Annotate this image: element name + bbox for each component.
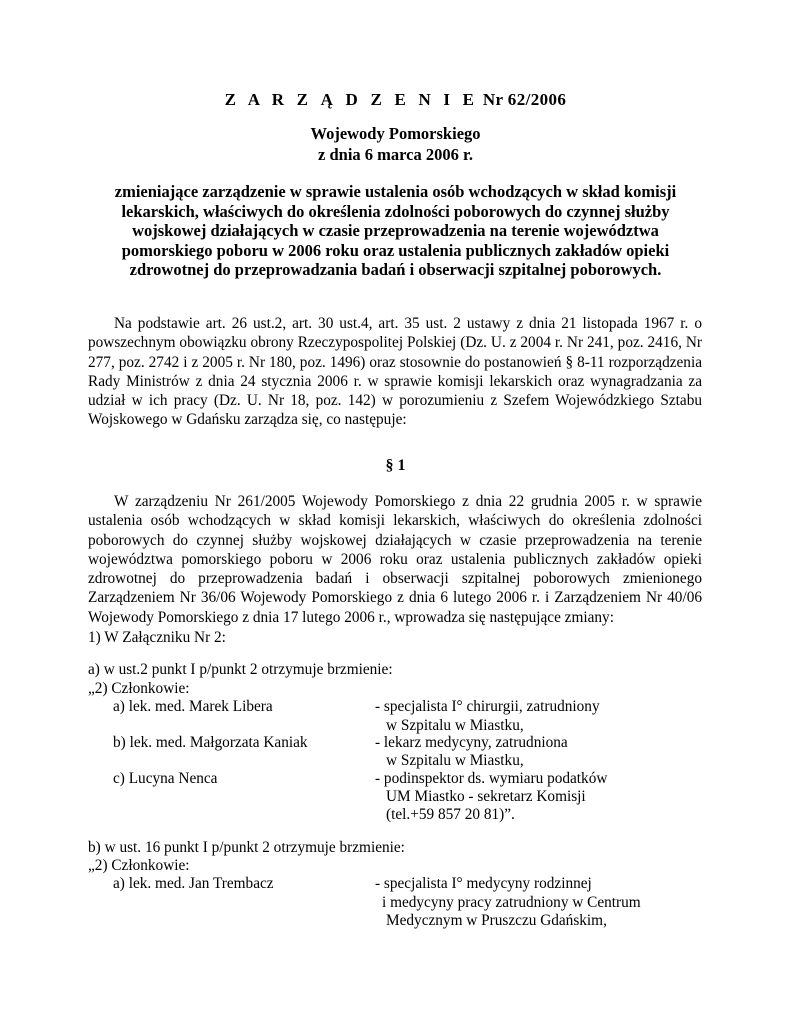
section-text: W zarządzeniu Nr 261/2005 Wojewody Pomorskiego z dnia 22 grudnia 2005 r. w sprawie ustalenia osób wchodzących w skład komisji lekarskich, właściwych do określenia zdolności poborowych do czynnej służby wojskowej działających w czasie przeprowadzenia na terenie województwa pomorskiego poboru w 2006 roku oraz ustalenia publicznych zakładów opieki zdrowotnej do przeprowadzenia badań i obserwacji szpitalnej poborowych zmienionego Zarządzeniem Nr 36/06 Wojewody Pomorskiego z dnia 6 lutego 2006 r. i Zarządzeniem Nr 40/06 Wojewody Pomorskiego z dnia 17 lutego 2006 r., wprowadza się następujące zmiany: [88, 493, 702, 626]
document-title [0, 90, 791, 110]
preamble [88, 314, 702, 430]
member-desc: - podinspektor ds. wymiaru podatków [375, 770, 608, 787]
member-desc: UM Miastko - sekretarz Komisji [386, 788, 586, 805]
member-desc: w Szpitalu w Miastku, [386, 752, 524, 769]
member-name: b) lek. med. Małgorzata Kaniak [113, 734, 308, 751]
member-desc: - lekarz medycyny, zatrudniona [375, 734, 568, 751]
member-desc: (tel.+59 857 20 81)”. [386, 806, 515, 823]
member-desc: w Szpitalu w Miastku, [386, 717, 524, 734]
change-b-members-label: „2) Członkowie: [88, 857, 190, 874]
point-1: 1) W Załączniku Nr 2: [88, 629, 226, 646]
member-desc: i medycyny pracy zatrudniony w Centrum [382, 894, 641, 911]
member-desc: - specjalista I° medycyny rodzinnej [375, 875, 592, 892]
preamble-text: Na podstawie art. 26 ust.2, art. 30 ust.4, art. 35 ust. 2 ustawy z dnia 21 listopada 1967 r. o powszechnym obowiązku obrony Rzeczypospolitej Polskiej (Dz. U. z 2004 r. Nr 241, poz. 2416, Nr 277, poz. 2742 i z 2005 r. Nr 180, poz. 1496) oraz stosownie do postanowień § 8-11 rozporządzenia Rady Ministrów z dnia 24 stycznia 2006 r. w sprawie komisji lekarskich oraz wynagradzania za udział w ich pracy (Dz. U. Nr 18, poz. 142) w porozumieniu z Szefem Wojewódzkiego Sztabu Wojskowego w Gdańsku zarządza się, co następuje: [88, 315, 702, 429]
member-name: a) lek. med. Jan Trembacz [113, 875, 274, 892]
member-name: a) lek. med. Marek Libera [113, 698, 273, 715]
section-body [88, 492, 702, 627]
change-a-heading: a) w ust.2 punkt I p/punkt 2 otrzymuje brzmienie: [88, 661, 393, 678]
member-desc: Medycznym w Pruszczu Gdańskim, [386, 912, 607, 929]
document-date: z dnia 6 marca 2006 r. [318, 145, 473, 164]
title-prefix: Z A R Z Ą D Z E N I E [224, 90, 479, 109]
title-number: Nr 62/2006 [482, 90, 567, 109]
issuer: Wojewody Pomorskiego [310, 124, 481, 143]
section-heading: § 1 [385, 457, 406, 474]
document-subject: zmieniające zarządzenie w sprawie ustalenia osób wchodzących w skład komisji lekarskich, właściwych do określenia zdolności poborowych do czynnej służby wojskowej działających w czasie przeprowadzenia na terenie województwa pomorskiego poboru w 2006 roku oraz ustalenia publicznych zakładów opieki zdrowotnej do przeprowadzania badań i obserwacji szpitalnej poborowych. [114, 182, 677, 280]
member-name: c) Lucyna Nenca [113, 770, 218, 787]
change-a-members-label: „2) Członkowie: [88, 680, 190, 697]
member-desc: - specjalista I° chirurgii, zatrudniony [375, 698, 600, 715]
change-b-heading: b) w ust. 16 punkt I p/punkt 2 otrzymuje brzmienie: [88, 839, 405, 856]
